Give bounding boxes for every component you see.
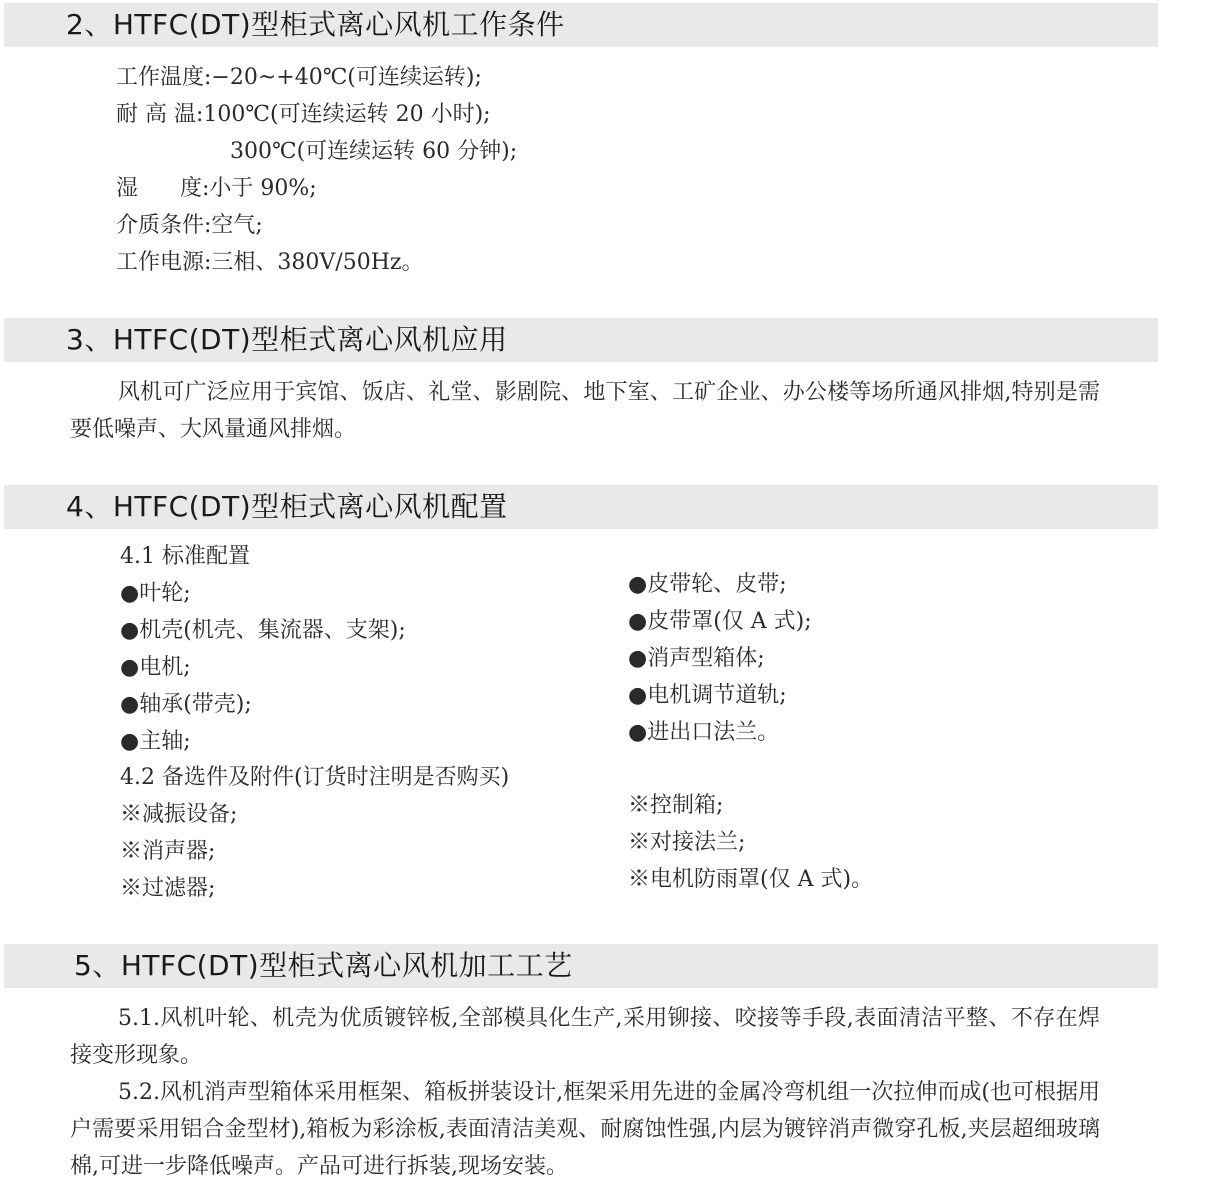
standard-config-item: ●消声型箱体; [628, 646, 765, 671]
optional-accessory-item: ※过滤器; [120, 876, 216, 901]
condition-line-power: 工作电源:三相、380V/50Hz。 [116, 250, 424, 275]
condition-line-temperature: 工作温度:−20~+40℃(可连续运转); [116, 65, 482, 90]
optional-accessory-item: ※控制箱; [628, 793, 724, 818]
condition-line-heat-resistance-2: 300℃(可连续运转 60 分钟); [230, 139, 518, 164]
application-paragraph: 风机可广泛应用于宾馆、饭店、礼堂、影剧院、地下室、工矿企业、办公楼等场所通风排烟,特别是需要低噪声、大风量通风排烟。 [70, 380, 1100, 442]
standard-config-item: ●机壳(机壳、集流器、支架); [120, 618, 406, 643]
standard-config-item: ●皮带罩(仅 A 式); [628, 609, 812, 634]
process-paragraph-1: 5.1.风机叶轮、机壳为优质镀锌板,全部模具化生产,采用铆接、咬接等手段,表面清洁平整、不存在焊接变形现象。 [70, 1006, 1100, 1068]
optional-accessory-item: ※消声器; [120, 839, 216, 864]
optional-accessory-item: ※电机防雨罩(仅 A 式)。 [628, 867, 874, 892]
condition-line-medium: 介质条件:空气; [116, 213, 263, 238]
standard-config-item: ●皮带轮、皮带; [628, 572, 787, 597]
condition-line-heat-resistance: 耐 高 温:100℃(可连续运转 20 小时); [116, 102, 491, 127]
standard-config-item: ●电机; [120, 655, 191, 680]
standard-config-item: ●叶轮; [120, 581, 191, 606]
section-2-title: 2、HTFC(DT)型柜式离心风机工作条件 [66, 8, 565, 41]
section-4-title: 4、HTFC(DT)型柜式离心风机配置 [66, 490, 508, 523]
optional-accessory-item: ※对接法兰; [628, 830, 746, 855]
optional-accessory-item: ※减振设备; [120, 802, 238, 827]
process-paragraph-2: 5.2.风机消声型箱体采用框架、箱板拼装设计,框架采用先进的金属冷弯机组一次拉伸而成(也可根据用户需要采用铝合金型材),箱板为彩涂板,表面清洁美观、耐腐蚀性强,内层为镀锌消声微穿孔板,夹层超细玻璃棉,可进一步降低噪声。产品可进行拆装,现场安装。 [70, 1080, 1100, 1179]
standard-config-item: ●轴承(带壳); [120, 692, 252, 717]
standard-config-heading: 4.1 标准配置 [120, 544, 250, 569]
standard-config-item: ●主轴; [120, 729, 191, 754]
standard-config-item: ●进出口法兰。 [628, 720, 780, 745]
standard-config-item: ●电机调节道轨; [628, 683, 787, 708]
section-3-title: 3、HTFC(DT)型柜式离心风机应用 [66, 323, 508, 356]
condition-line-humidity: 湿 度:小于 90%; [116, 176, 317, 201]
optional-accessories-heading: 4.2 备选件及附件(订货时注明是否购买) [120, 765, 510, 790]
section-5-title: 5、HTFC(DT)型柜式离心风机加工工艺 [74, 949, 573, 982]
